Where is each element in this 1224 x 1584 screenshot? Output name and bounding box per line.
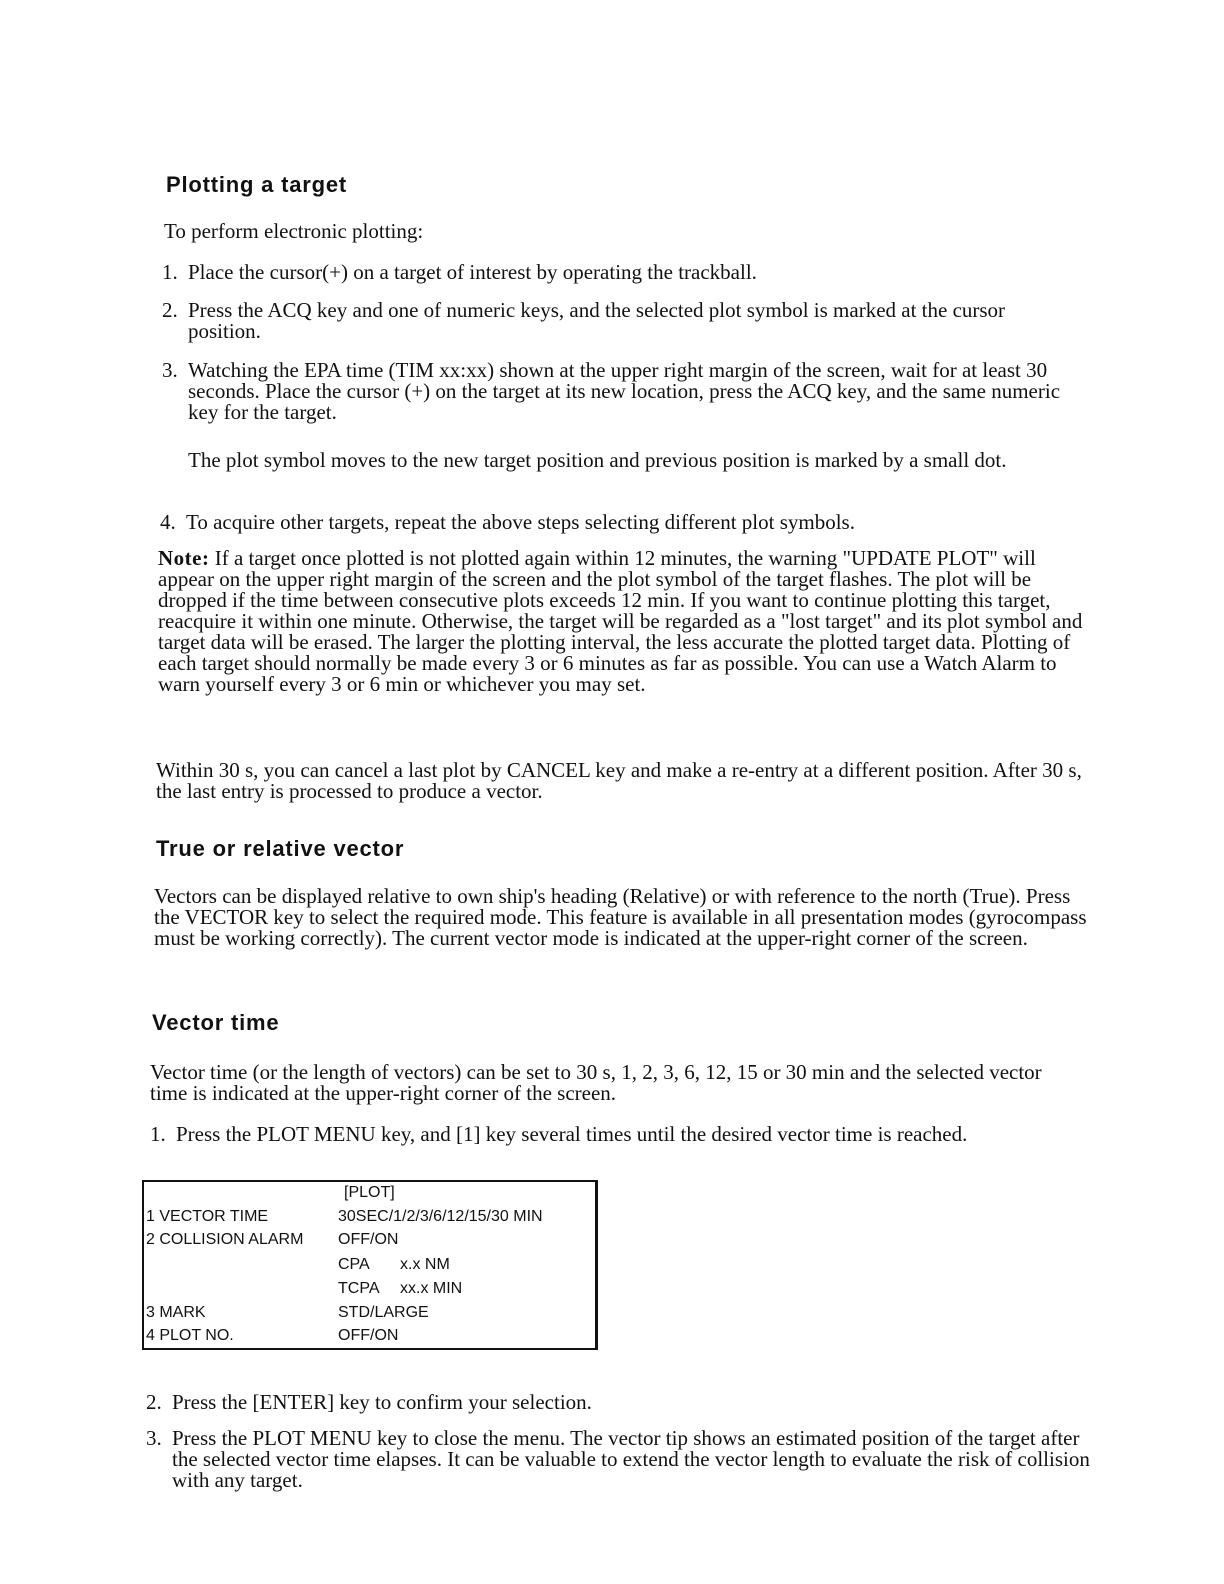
- menu-row: [144, 1208, 594, 1230]
- menu-title-row: [144, 1184, 594, 1206]
- section-heading-true-relative-vector: True or relative vector: [156, 836, 405, 861]
- list-item: [146, 1428, 1106, 1491]
- note-text: If a target once plotted is not plotted again within 12 minutes, the warning "UPDATE PLOT" will appear on the upper right margin of the screen and the plot symbol of the target flashes. The plot will be dropped if the time between consecutive plots exceeds 12 min. If you want to continue plotting this target, reacquire it within one minute. Otherwise, the target will be regarded as a "lost target" and its plot symbol and target data will be erased. The larger the plotting interval, the less accurate the plotted target data. Plotting of each target should normally be made every 3 or 6 minutes as far as possible. You can use a Watch Alarm to warn yourself every 3 or 6 min or whichever you may set.: [158, 546, 1083, 696]
- menu-subitem-label: CPA: [338, 1256, 370, 1273]
- menu-subitem-value: x.x NM: [400, 1256, 450, 1273]
- list-number: 2.: [146, 1390, 162, 1414]
- list-number: 1.: [150, 1122, 166, 1146]
- list-number: 4.: [160, 510, 176, 534]
- list-text: Press the PLOT MENU key to close the menu. The vector tip shows an estimated position of the target after the selected vector time elapses. It can be valuable to extend the vector length to evaluate the risk of collision with any target.: [172, 1426, 1090, 1492]
- menu-subitem-label: TCPA: [338, 1280, 380, 1297]
- list-item: [162, 300, 1092, 342]
- list-text: Place the cursor(+) on a target of interest by operating the trackball.: [188, 260, 757, 284]
- intro-text: To perform electronic plotting:: [164, 219, 424, 243]
- menu-row: [144, 1304, 594, 1326]
- step3-result-text: The plot symbol moves to the new target position and previous position is marked by a small dot.: [188, 448, 1007, 472]
- note-paragraph: [158, 548, 1094, 695]
- menu-row: [144, 1280, 594, 1302]
- plot-menu-box: [142, 1180, 598, 1350]
- section-heading-plotting-target: Plotting a target: [166, 172, 348, 197]
- list-text: Press the ACQ key and one of numeric keys, and the selected plot symbol is marked at the cursor position.: [188, 298, 1006, 343]
- list-text: To acquire other targets, repeat the above steps selecting different plot symbols.: [186, 510, 855, 534]
- menu-item-label: 2 COLLISION ALARM: [146, 1231, 304, 1248]
- menu-title: [PLOT]: [344, 1184, 395, 1201]
- menu-item-value: OFF/ON: [338, 1231, 399, 1248]
- list-text: Press the PLOT MENU key, and [1] key several times until the desired vector time is reached.: [176, 1122, 968, 1146]
- list-number: 3.: [146, 1426, 162, 1450]
- note-label: Note:: [158, 546, 210, 570]
- list-number: 1.: [162, 260, 178, 284]
- menu-row: [144, 1231, 594, 1253]
- list-item: [150, 1124, 1110, 1145]
- list-item: [160, 512, 1090, 533]
- menu-item-value: 30SEC/1/2/3/6/12/15/30 MIN: [338, 1208, 543, 1225]
- list-item: [162, 360, 1092, 423]
- section-heading-vector-time: Vector time: [152, 1010, 280, 1035]
- list-text: Press the [ENTER] key to confirm your selection.: [172, 1390, 592, 1414]
- menu-item-value: STD/LARGE: [338, 1304, 429, 1321]
- list-item: [146, 1392, 1106, 1413]
- menu-item-value: OFF/ON: [338, 1327, 399, 1344]
- list-number: 2.: [162, 298, 178, 322]
- menu-item-label: 3 MARK: [146, 1304, 206, 1321]
- list-number: 3.: [162, 358, 178, 382]
- cancel-paragraph: Within 30 s, you can cancel a last plot by CANCEL key and make a re-entry at a different position. After 30 s, the last entry is processed to produce a vector.: [156, 758, 1082, 803]
- menu-row: [144, 1256, 594, 1278]
- list-item: [162, 262, 1092, 283]
- menu-row: [144, 1327, 594, 1349]
- menu-subitem: [338, 1256, 450, 1274]
- menu-subitem: [338, 1280, 463, 1298]
- vector-mode-paragraph: Vectors can be displayed relative to own ship's heading (Relative) or with reference to the north (True). Press the VECTOR key to select the required mode. This feature is available in all presentation modes (gyrocompass must be working correctly). The current vector mode is indicated at the upper-right corner of the screen.: [154, 884, 1087, 950]
- vector-time-paragraph: Vector time (or the length of vectors) can be set to 30 s, 1, 2, 3, 6, 12, 15 or 30 min and the selected vector time is indicated at the upper-right corner of the screen.: [150, 1060, 1042, 1105]
- menu-item-label: 1 VECTOR TIME: [146, 1208, 269, 1225]
- list-text: Watching the EPA time (TIM xx:xx) shown at the upper right margin of the screen, wait for at least 30 seconds. Place the cursor (+) on the target at its new location, press the ACQ key, and the same numeric key for the target.: [188, 358, 1061, 424]
- menu-subitem-value: xx.x MIN: [400, 1280, 463, 1297]
- menu-item-label: 4 PLOT NO.: [146, 1327, 234, 1344]
